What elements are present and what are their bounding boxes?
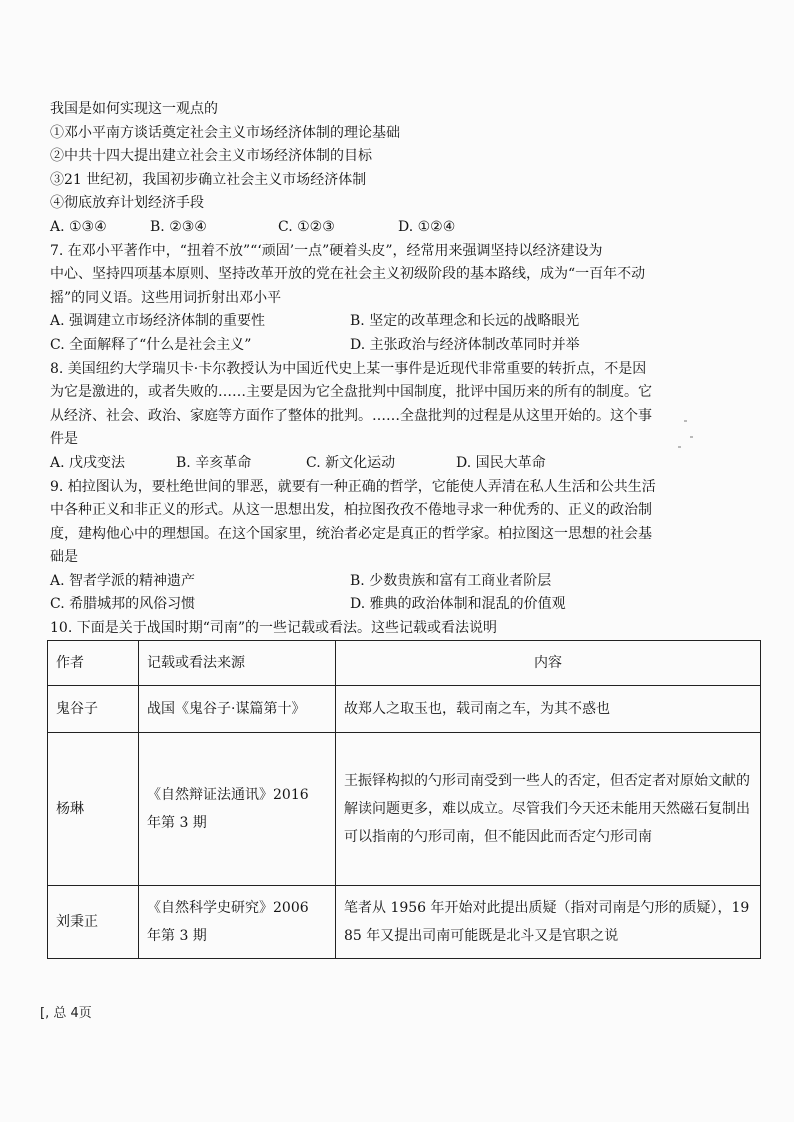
q9-option-a[interactable]: A. 智者学派的精神遗产 xyxy=(50,572,196,589)
cell-content: 王振铎构拟的勺形司南受到一些人的否定，但否定者对原始文献的解读问题更多，难以成立。尽管我们今天还未能用天然磁石复制出可以指南的勺形司南，但不能因此而否定勺形司南 xyxy=(336,733,761,886)
q7-option-b[interactable]: B. 坚定的改革理念和长远的战略眼光 xyxy=(350,313,580,330)
scan-speck xyxy=(690,436,693,438)
scan-speck xyxy=(678,446,681,448)
q8-stem-line-3: 从经济、社会、政治、家庭等方面作了整体的批判。……全盘批判的过程是从这里开始的。这个事 xyxy=(50,407,652,424)
q8-option-d[interactable]: D. 国民大革命 xyxy=(456,454,546,471)
q6-item-1: ①邓小平南方谈话奠定社会主义市场经济体制的理论基础 xyxy=(50,124,400,141)
q9-stem-line-2: 中各种正义和非正义的形式。从这一思想出发，柏拉图孜孜不倦地寻求一种优秀的、正义的政治制 xyxy=(50,502,652,519)
q6-option-a[interactable]: A. ①③④ xyxy=(50,218,107,235)
q7-stem-line-3: 摇”的同义语。这些用词折射出邓小平 xyxy=(50,289,282,306)
q9-options-row-1 xyxy=(50,570,762,594)
cell-author: 杨琳 xyxy=(48,733,139,886)
header-content: 内容 xyxy=(336,641,761,686)
q7-options-row-2 xyxy=(50,334,762,358)
q8-option-c[interactable]: C. 新文化运动 xyxy=(306,454,396,471)
cell-source: 《自然科学史研究》2006 年第 3 期 xyxy=(139,886,336,959)
table-header-row xyxy=(48,641,761,686)
cell-source: 《自然辩证法通讯》2016 年第 3 期 xyxy=(139,733,336,886)
q8-stem-line-1: 8. 美国纽约大学瑞贝卡·卡尔教授认为中国近代史上某一事件是近现代非常重要的转折点，不是因 xyxy=(50,360,647,377)
q6-item-2: ②中共十四大提出建立社会主义市场经济体制的目标 xyxy=(50,148,372,165)
q8-stem-line-2: 为它是激进的，或者失败的……主要是因为它全盘批判中国制度，批评中国历来的所有的制度。它 xyxy=(50,384,652,401)
header-author: 作者 xyxy=(48,641,139,686)
q6-item-3: ③21 世纪初，我国初步确立社会主义市场经济体制 xyxy=(50,171,367,188)
page-footer: [, 总 4页 xyxy=(40,1006,92,1021)
q9-stem-line-3: 度，建构他心中的理想国。在这个国家里，统治者必定是真正的哲学家。柏拉图这一思想的社会基 xyxy=(50,525,652,542)
q7-stem-line-1: 7. 在邓小平著作中，“扭着不放”“‘顽固’一点”硬着头皮”，经常用来强调坚持以经济建设为 xyxy=(50,242,603,259)
cell-author: 鬼谷子 xyxy=(48,686,139,733)
q7-stem-line-2: 中心、坚持四项基本原则、坚持改革开放的党在社会主义初级阶段的基本路线，成为“一百年不动 xyxy=(50,266,646,283)
q6-options xyxy=(50,216,762,240)
q6-option-b[interactable]: B. ②③④ xyxy=(150,218,207,235)
q6-option-c[interactable]: C. ①②③ xyxy=(278,218,335,235)
q6-option-d[interactable]: D. ①②④ xyxy=(398,218,456,235)
scan-speck xyxy=(684,420,687,422)
q9-option-b[interactable]: B. 少数贵族和富有工商业者阶层 xyxy=(350,572,552,589)
q8-stem-line-4: 件是 xyxy=(50,431,78,448)
cell-content: 笔者从 1956 年开始对此提出质疑（指对司南是勺形的质疑），1985 年又提出司南可能既是北斗又是官职之说 xyxy=(336,886,761,959)
header-source: 记载或看法来源 xyxy=(139,641,336,686)
q10-stem: 10. 下面是关于战国时期“司南”的一些记载或看法。这些记载或看法说明 xyxy=(50,620,498,637)
q8-options xyxy=(50,452,762,476)
q9-stem-line-4: 础是 xyxy=(50,549,78,566)
table-row xyxy=(48,733,761,886)
q7-option-a[interactable]: A. 强调建立市场经济体制的重要性 xyxy=(50,313,266,330)
table-row xyxy=(48,886,761,959)
q9-options-row-2 xyxy=(50,593,762,617)
q8-option-b[interactable]: B. 辛亥革命 xyxy=(176,454,252,471)
q9-stem-line-1: 9. 柏拉图认为，要杜绝世间的罪恶，就要有一种正确的哲学，它能使人弄清在私人生活和公共生活 xyxy=(50,478,656,495)
cell-author: 刘秉正 xyxy=(48,886,139,959)
cell-source: 战国《鬼谷子·谋篇第十》 xyxy=(139,686,336,733)
q8-option-a[interactable]: A. 戊戌变法 xyxy=(50,454,126,471)
q7-options-row-1 xyxy=(50,310,762,334)
q7-option-d[interactable]: D. 主张政治与经济体制改革同时并举 xyxy=(350,336,580,353)
table-row xyxy=(48,686,761,733)
q6-stem: 我国是如何实现这一观点的 xyxy=(50,101,218,117)
q7-option-c[interactable]: C. 全面解释了“什么是社会主义” xyxy=(50,336,252,353)
q10-reference-table xyxy=(47,640,761,959)
cell-content: 故郑人之取玉也，载司南之车，为其不惑也 xyxy=(336,686,761,733)
q9-option-c[interactable]: C. 希腊城邦的风俗习惯 xyxy=(50,596,196,613)
q9-option-d[interactable]: D. 雅典的政治体制和混乱的价值观 xyxy=(350,596,566,613)
exam-page-content xyxy=(50,98,762,641)
q6-item-4: ④彻底放弃计划经济手段 xyxy=(50,195,204,212)
